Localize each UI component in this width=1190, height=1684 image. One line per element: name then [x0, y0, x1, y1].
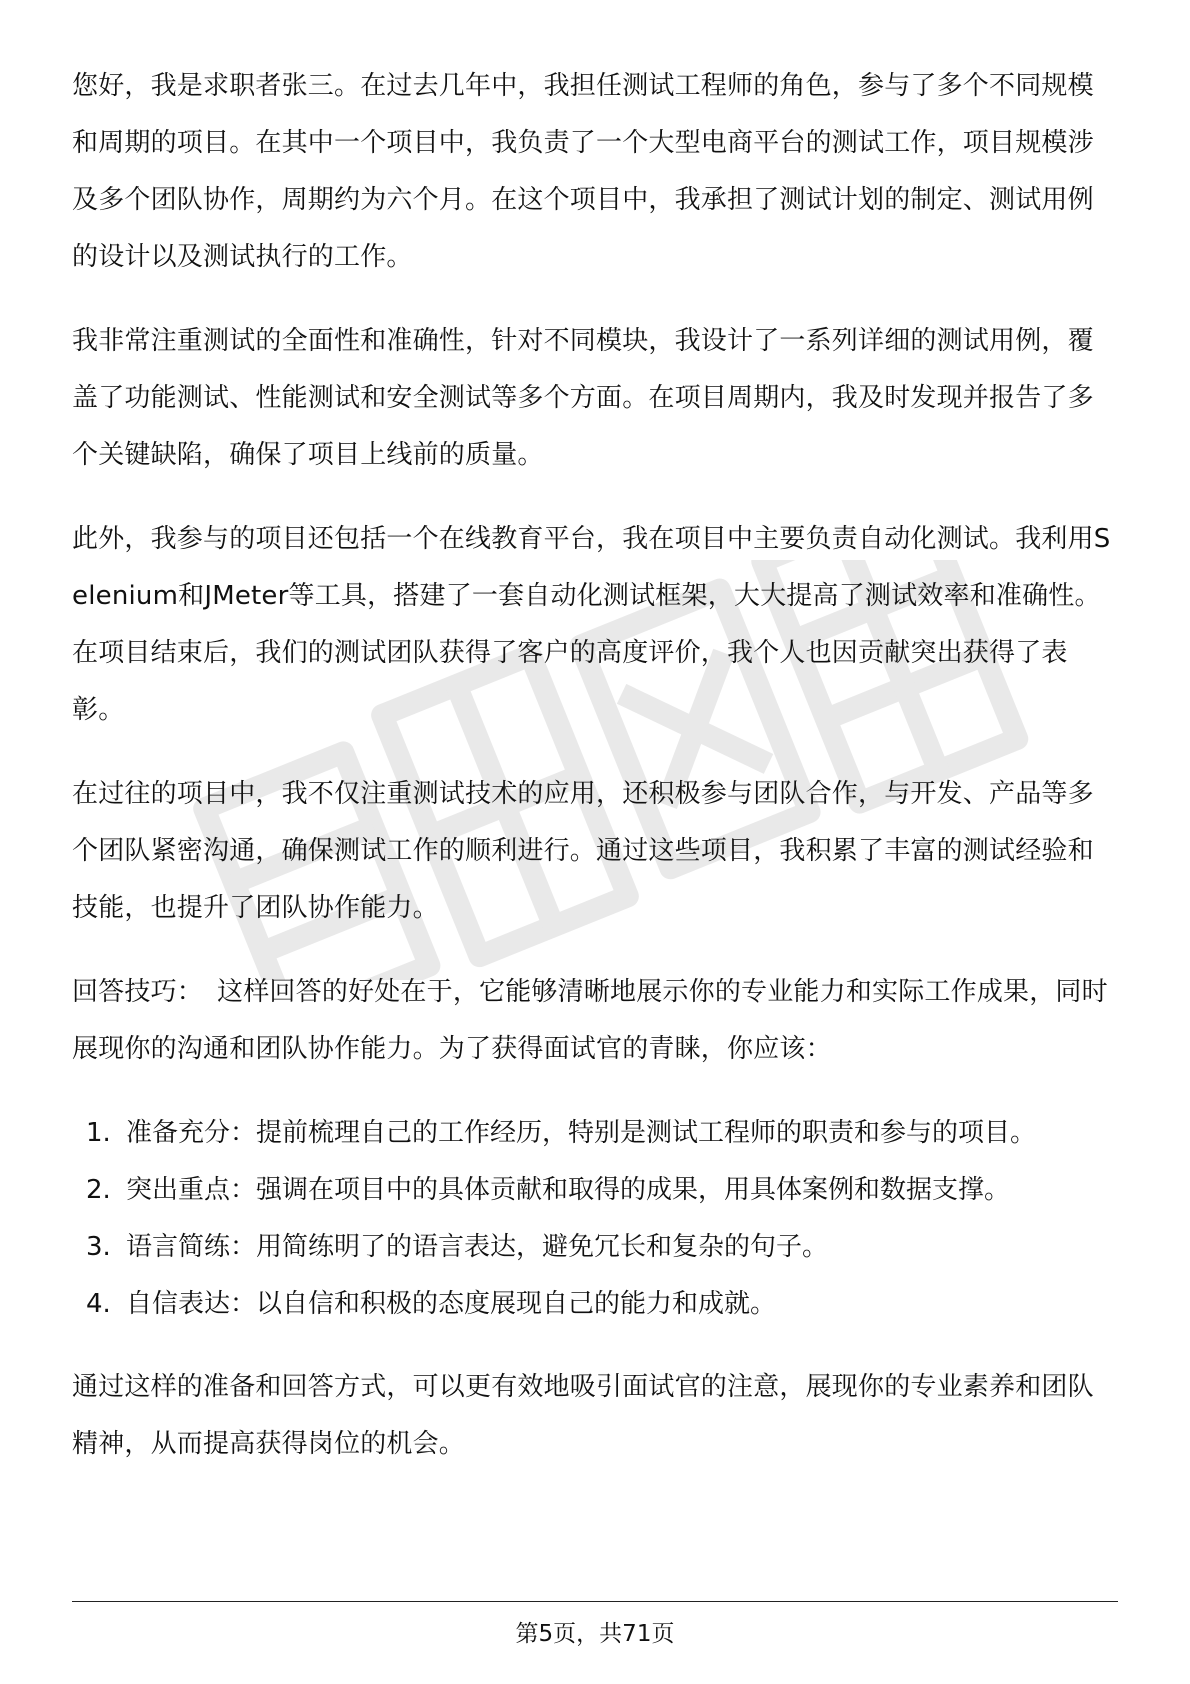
list-item-number: 4. — [86, 1289, 111, 1319]
list-item-number: 2. — [86, 1175, 111, 1205]
document-body — [72, 58, 1118, 1500]
paragraph-intro: 您好，我是求职者张三。在过去几年中，我担任测试工程师的角色，参与了多个不同规模和周期的项目。在其中一个项目中，我负责了一个大型电商平台的测试工作，项目规模涉及多个团队协作，周期约为六个月。在这个项目中，我承担了测试计划的制定、测试用例的设计以及测试执行的工作。 — [72, 71, 1094, 272]
list-item-text: 突出重点：强调在项目中的具体贡献和取得的成果，用具体案例和数据支撑。 — [126, 1175, 1011, 1205]
footer-divider — [72, 1601, 1118, 1602]
paragraph-test-coverage: 我非常注重测试的全面性和准确性，针对不同模块，我设计了一系列详细的测试用例，覆盖了功能测试、性能测试和安全测试等多个方面。在项目周期内，我及时发现并报告了多个关键缺陷，确保了项目上线前的质量。 — [72, 326, 1094, 470]
page-number: 第5页，共71页 — [515, 1621, 675, 1647]
list-item-number: 1. — [86, 1118, 111, 1148]
paragraph-teamwork: 在过往的项目中，我不仅注重测试技术的应用，还积极参与团队合作，与开发、产品等多个团队紧密沟通，确保测试工作的顺利进行。通过这些项目，我积累了丰富的测试经验和技能，也提升了团队协作能力。 — [72, 779, 1094, 923]
list-item — [72, 1276, 1118, 1333]
tips-list — [72, 1105, 1118, 1333]
tips-intro: 这样回答的好处在于，它能够清晰地展示你的专业能力和实际工作成果，同时展现你的沟通和团队协作能力。为了获得面试官的青睐，你应该： — [72, 977, 1108, 1064]
tips-paragraph — [72, 964, 1118, 1078]
list-item-text: 语言简练：用简练明了的语言表达，避免冗长和复杂的句子。 — [126, 1232, 829, 1262]
list-item — [72, 1105, 1118, 1162]
tips-heading: 回答技巧： — [72, 977, 204, 1007]
paragraph-automation: 此外，我参与的项目还包括一个在线教育平台，我在项目中主要负责自动化测试。我利用Selenium和JMeter等工具，搭建了一套自动化测试框架，大大提高了测试效率和准确性。在项目结束后，我们的测试团队获得了客户的高度评价，我个人也因贡献突出获得了表彰。 — [72, 524, 1111, 725]
paragraph-closing: 通过这样的准备和回答方式，可以更有效地吸引面试官的注意，展现你的专业素养和团队精神，从而提高获得岗位的机会。 — [72, 1372, 1094, 1459]
list-item-text: 准备充分：提前梳理自己的工作经历，特别是测试工程师的职责和参与的项目。 — [126, 1118, 1037, 1148]
list-item-text: 自信表达：以自信和积极的态度展现自己的能力和成就。 — [126, 1289, 777, 1319]
list-item — [72, 1219, 1118, 1276]
list-item-number: 3. — [86, 1232, 111, 1262]
list-item — [72, 1162, 1118, 1219]
